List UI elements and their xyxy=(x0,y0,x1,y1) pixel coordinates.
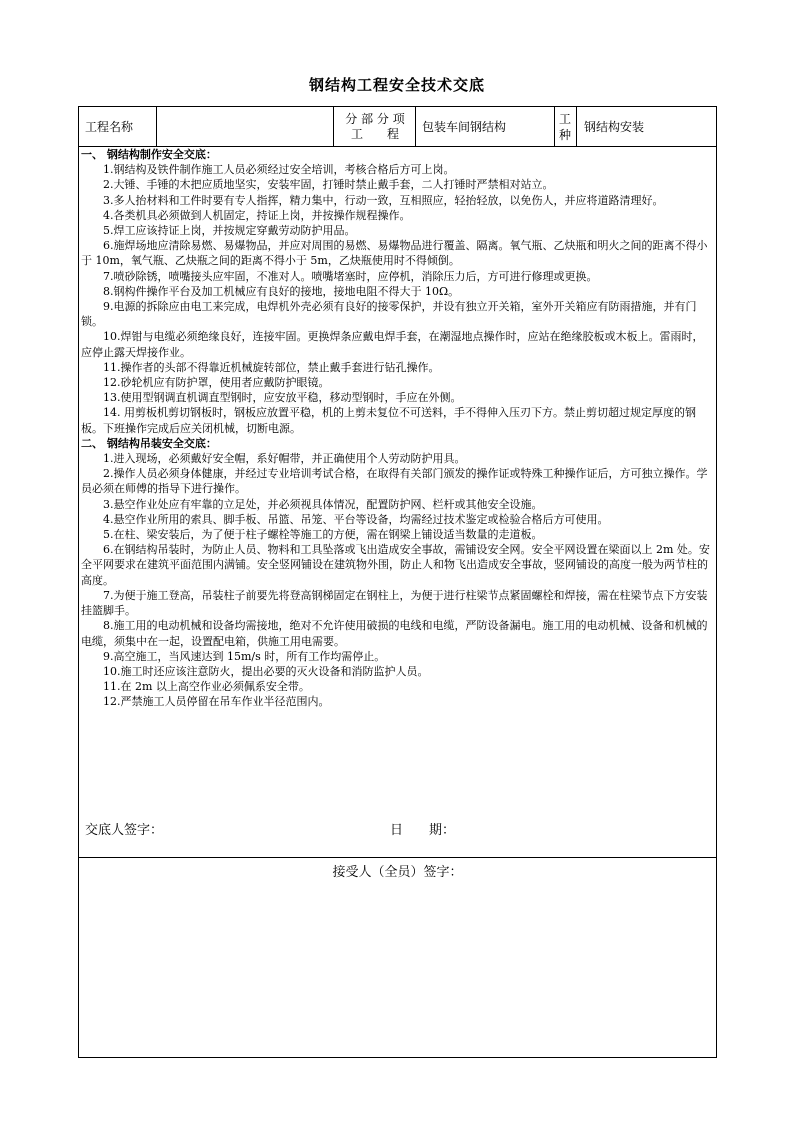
section-heading: 二、 钢结构吊装安全交底： xyxy=(81,436,217,450)
list-item: 6.在钢结构吊装时，为防止人员、物料和工具坠落或飞出造成安全事故，需铺设安全网。安全平网设置在梁面以上 2m 处。安全平网要求在建筑平面范围内满铺。安全竖网铺设在建筑物外围，防止人和物飞出造成安全事故，竖网铺设的高度一般为两节柱的高度。 xyxy=(81,543,710,587)
list-item: 12.砂轮机应有防护罩，使用者应戴防护眼镜。 xyxy=(103,376,330,390)
list-item: 7.喷砂除锈，喷嘴接头应牢固，不准对人。喷嘴堵塞时，应停机，消除压力后，方可进行修理或更换。 xyxy=(103,269,598,283)
list-item: 4.悬空作业所用的索具、脚手板、吊篮、吊笼、平台等设备，均需经过技术鉴定或检验合格后方可使用。 xyxy=(103,512,609,526)
form-header-row xyxy=(79,107,716,147)
trade-label-line1: 工 xyxy=(558,111,571,126)
list-item: 9.电源的拆除应由电工来完成，电焊机外壳必须有良好的接零保护，并设有独立开关箱，室外开关箱应有防雨措施，并有门锁。 xyxy=(81,300,697,329)
list-item: 10.焊钳与电缆必须绝缘良好，连接牢固。更换焊条应戴电焊手套，在潮湿地点操作时，应站在绝缘胶板或木板上。雷雨时，应停止露天焊接作业。 xyxy=(81,330,704,359)
list-item: 2.操作人员必须身体健康，并经过专业培训考试合格，在取得有关部门颁发的操作证或特殊工种操作证后，方可独立操作。学员必须在师傅的指导下进行操作。 xyxy=(81,467,708,496)
list-item: 6.施焊场地应清除易燃、易爆物品，并应对周围的易燃、易爆物品进行覆盖、隔离。氧气瓶、乙炔瓶和明火之间的距离不得小于 10m，氧气瓶、乙炔瓶之间的距离不得小于 5m，乙炔瓶使用时不得倾倒。 xyxy=(81,239,708,268)
subproject-label xyxy=(337,107,413,146)
list-item: 13.使用型钢调直机调直型钢时，应安放平稳，移动型钢时，手应在外侧。 xyxy=(103,391,462,405)
list-item: 9.高空施工，当风速达到 15m/s 时，所有工作均需停止。 xyxy=(103,649,386,663)
list-item: 4.各类机具必须做到人机固定，持证上岗，并按操作规程操作。 xyxy=(103,208,411,222)
list-item: 3.多人抬材料和工件时要有专人指挥，精力集中，行动一致，互相照应，轻抬轻放，以免伤人，并应将道路清理好。 xyxy=(103,193,664,207)
section-heading: 一、 钢结构制作安全交底： xyxy=(81,148,217,161)
trade-label-line2: 种 xyxy=(558,127,571,142)
document-title: 钢结构工程安全技术交底 xyxy=(308,76,485,94)
date-label: 日 期： xyxy=(390,823,456,838)
briefing-content xyxy=(81,147,714,710)
list-item: 12.严禁施工人员停留在吊车作业半径范围内。 xyxy=(103,695,330,709)
trade-value[interactable]: 钢结构安装 xyxy=(584,120,645,134)
list-item: 1.钢结构及铁件制作施工人员必须经过安全培训，考核合格后方可上岗。 xyxy=(103,163,455,177)
list-item: 5.在柱、梁安装后，为了便于柱子螺栓等施工的方便，需在钢梁上铺设适当数量的走道板。 xyxy=(103,528,543,542)
subproject-label-line1: 分 部 分 项 xyxy=(345,111,405,126)
subproject-value[interactable]: 包装车间钢结构 xyxy=(422,120,507,134)
project-name-value[interactable] xyxy=(161,107,331,146)
safety-briefing-form xyxy=(78,106,717,858)
handover-signature-label: 交底人签字： xyxy=(85,823,164,838)
list-item: 11.在 2m 以上高空作业必须佩系安全带。 xyxy=(103,680,310,694)
list-item: 7.为便于施工登高，吊装柱子前要先将登高钢梯固定在钢柱上，为便于进行柱梁节点紧固螺栓和焊接，需在柱梁节点下方安装挂篮脚手。 xyxy=(81,588,708,618)
list-item: 5.焊工应该持证上岗，并按规定穿戴劳动防护用品。 xyxy=(103,224,356,238)
trade-label xyxy=(555,107,575,146)
subproject-label-line2: 工 程 xyxy=(350,126,399,141)
list-item: 8.施工用的电动机械和设备均需接地，绝对不允许使用破损的电线和电缆，严防设备漏电。施工用的电动机械、设备和机械的电缆，须集中在一起，设置配电箱，供施工用电需要。 xyxy=(81,619,708,648)
list-item: 2.大锤、手锤的木把应质地坚实，安装牢固，打锤时禁止戴手套，二人打锤时严禁相对站立。 xyxy=(103,178,554,192)
project-name-label: 工程名称 xyxy=(85,120,134,134)
list-item: 1.进入现场，必须戴好安全帽，系好帽带，并正确使用个人劳动防护用具。 xyxy=(103,452,466,466)
list-item: 14. 用剪板机剪切钢板时，钢板应放置平稳，机的上剪未复位不可送料，手不得伸入压刃下方。禁止剪切超过规定厚度的钢板。下班操作完成后应关闭机械，切断电源。 xyxy=(81,406,696,435)
receiver-signature-box[interactable] xyxy=(78,857,717,1058)
list-item: 11.操作者的头部不得靠近机械旋转部位，禁止戴手套进行钻孔操作。 xyxy=(103,360,440,374)
list-item: 8.钢构件操作平台及加工机械应有良好的接地，接地电阻不得大于 10Ω。 xyxy=(103,284,460,298)
list-item: 10.施工时还应该注意防火，提出必要的灭火设备和消防监护人员。 xyxy=(103,664,429,678)
receiver-signature-label: 接受人（全员）签字： xyxy=(332,865,463,880)
list-item: 3.悬空作业处应有牢靠的立足处，并必须视具体情况，配置防护网、栏杆或其他安全设施。 xyxy=(103,497,543,511)
